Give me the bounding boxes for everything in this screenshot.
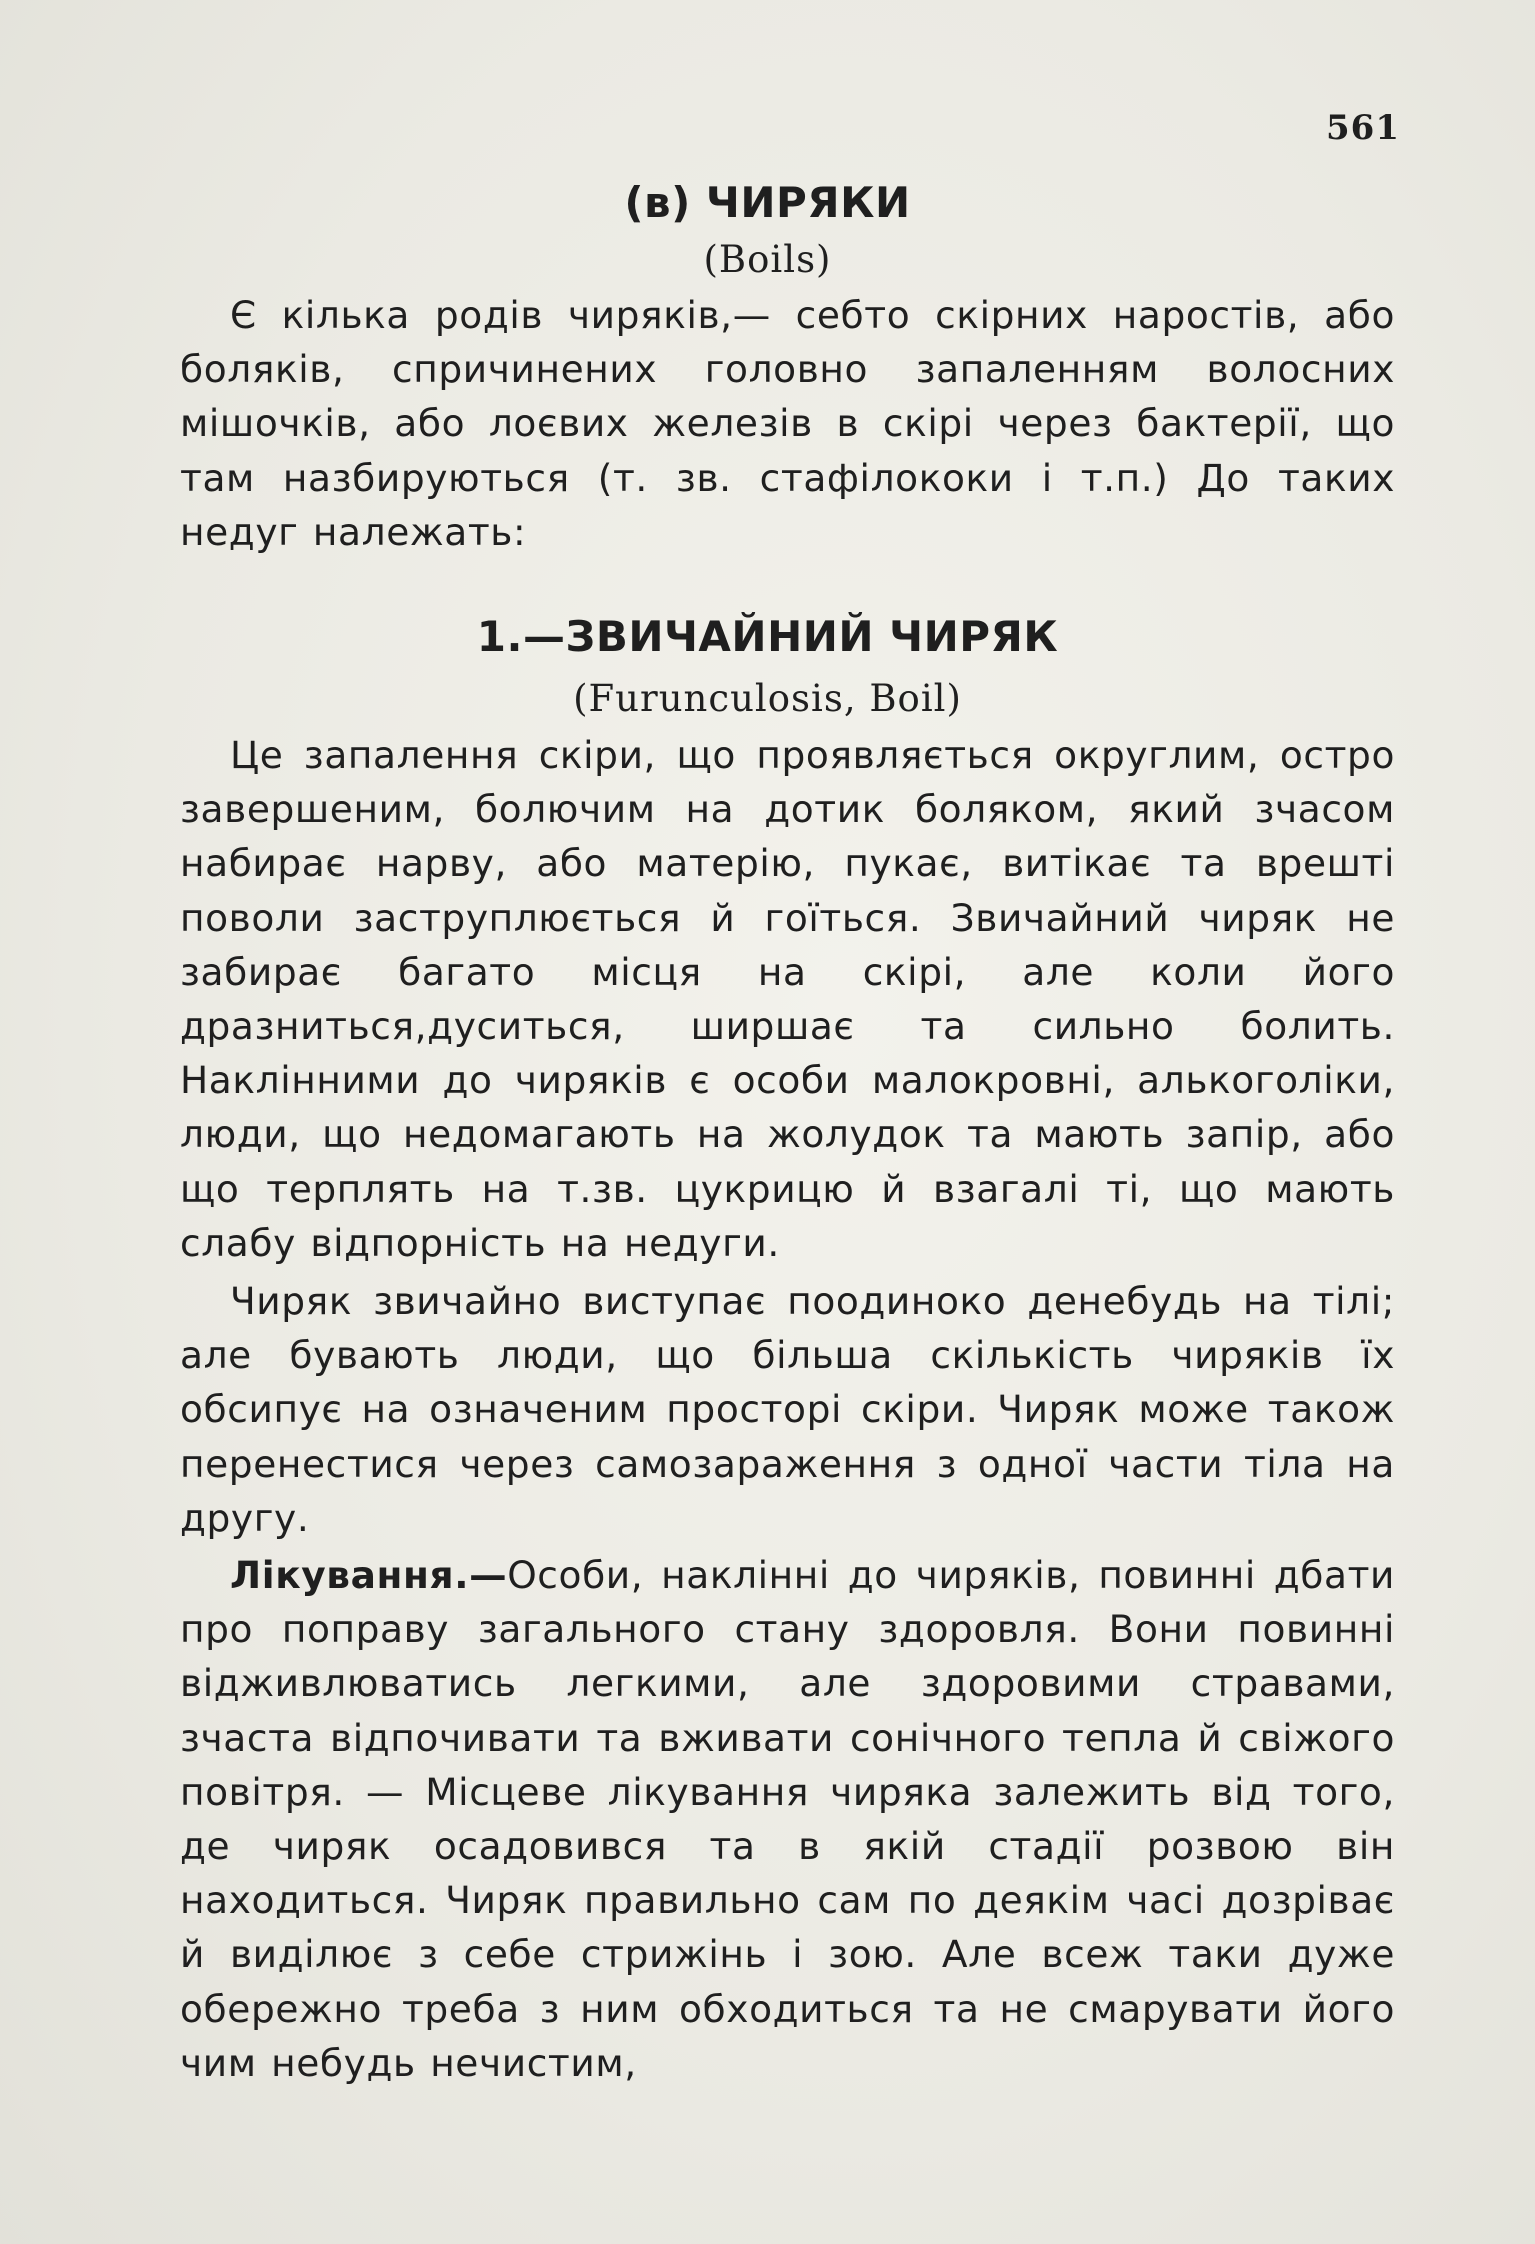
subsection-title: 1.—ЗВИЧАЙНИЙ ЧИРЯК [476, 612, 1059, 661]
section-intro-text: Є кілька родів чиряків,— себто скірних наростів, або боляків, спричинених головно запаленням волосних мішочків, або лоєвих железів в скірі через бактерії, що там назбируються (т. зв. стафілококи і т.п.) До таких недуг належать: [180, 293, 1395, 554]
page-number: 561 [1326, 108, 1400, 148]
treatment-label: Лікування.— [230, 1553, 508, 1597]
paragraph-occurrence-text: Чиряк звичайно виступає поодиноко денебудь на тілі; але бувають люди, що більша скількість чиряків їх обсипує на означеним просторі скіри. Чиряк може також перенестися через самозараження з одної части тіла на другу. [180, 1279, 1395, 1540]
section-subtitle: (Boils) [703, 238, 832, 281]
paragraph-description [180, 728, 1395, 1270]
section-title: (в) ЧИРЯКИ [624, 178, 911, 227]
treatment-text: Особи, наклінні до чиряків, повинні дбати про поправу загального стану здоровля. Вони повинні відживлюватись легкими, але здоровими стравами, зчаста відпочивати та вживати сонічного тепла й свіжого повітря. — Місцеве лікування чиряка залежить від того, де чиряк осадовився та в якій стадії розвою він находиться. Чиряк правильно сам по деякім часі дозріває й виділює з себе стрижінь і зою. Але всеж таки дуже обережно треба з ним обходиться та не смарувати його чим небудь нечистим, [180, 1553, 1395, 2085]
section-intro-paragraph [180, 288, 1395, 559]
paragraph-treatment [180, 1548, 1395, 2090]
paragraph-description-text: Це запалення скіри, що проявляється округлим, остро завершеним, болючим на дотик боляком, який зчасом набирає нарву, або матерію, пукає, витікає та врешті поволи заструплюється й гоїться. Звичайний чиряк не забирає багато місця на скірі, але коли його дразниться,дуситься, ширшає та сильно болить. Наклінними до чиряків є особи малокровні, алькоголіки, люди, що недомагають на жолудок та мають запір, або що терплять на т.зв. цукрицю й взагалі ті, що мають слабу відпорність на недуги. [180, 733, 1395, 1265]
paragraph-occurrence [180, 1274, 1395, 1545]
subsection-subtitle: (Furunculosis, Boil) [573, 677, 962, 720]
